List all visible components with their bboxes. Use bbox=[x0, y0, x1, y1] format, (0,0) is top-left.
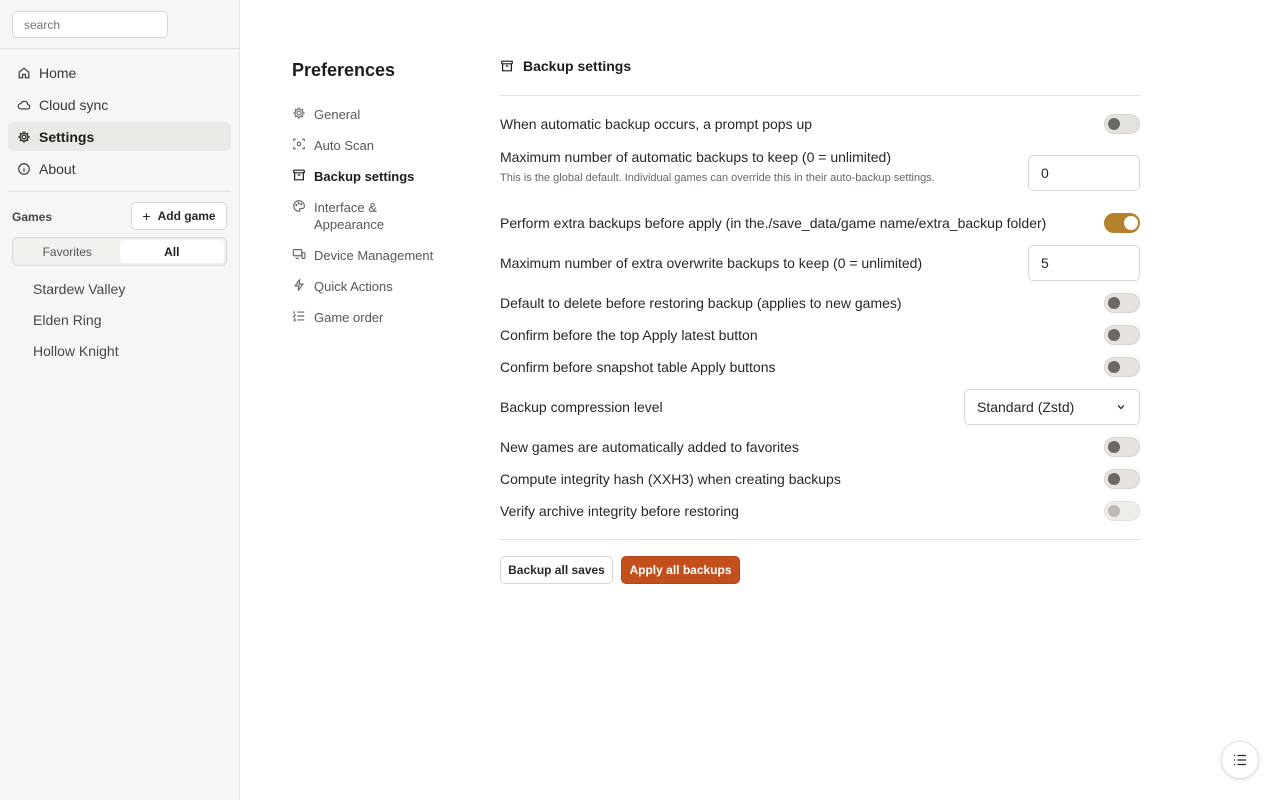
select-value: Standard (Zstd) bbox=[977, 399, 1075, 415]
pref-item-device-management[interactable] bbox=[292, 247, 462, 264]
nav-item-home[interactable] bbox=[8, 58, 231, 87]
preferences-title: Preferences bbox=[292, 60, 396, 80]
games-filter-segmented bbox=[12, 237, 227, 266]
games-heading: Games bbox=[12, 210, 53, 224]
pref-item-backup-settings[interactable] bbox=[292, 168, 462, 185]
extra-backups-toggle[interactable] bbox=[1104, 213, 1140, 233]
toc-button[interactable] bbox=[1221, 741, 1259, 779]
game-list-item[interactable]: Stardew Valley bbox=[33, 281, 126, 297]
game-list-item[interactable]: Hollow Knight bbox=[33, 343, 119, 359]
prompt-on-auto-backup-toggle[interactable] bbox=[1104, 114, 1140, 134]
nav-item-cloud-sync[interactable] bbox=[8, 90, 231, 119]
compression-level-select[interactable] bbox=[964, 389, 1140, 425]
sidebar-divider bbox=[8, 191, 231, 192]
apply-all-backups-button[interactable]: Apply all backups bbox=[621, 556, 740, 584]
archive-icon bbox=[500, 59, 515, 74]
gear-icon bbox=[17, 130, 31, 144]
game-list-item[interactable]: Elden Ring bbox=[33, 312, 102, 328]
nav-label: About bbox=[39, 160, 76, 177]
pref-item-interface-appearance[interactable] bbox=[292, 199, 412, 233]
verify-integrity-toggle[interactable] bbox=[1104, 501, 1140, 521]
pref-label: Auto Scan bbox=[314, 138, 374, 153]
pref-item-auto-scan[interactable] bbox=[292, 137, 462, 154]
pref-item-game-order[interactable] bbox=[292, 309, 462, 326]
pref-label: Interface & Appearance bbox=[314, 200, 385, 232]
gear-icon bbox=[292, 106, 306, 123]
confirm-snapshot-apply-toggle[interactable] bbox=[1104, 357, 1140, 377]
filter-all[interactable]: All bbox=[120, 240, 225, 263]
nav-item-about[interactable] bbox=[8, 154, 231, 183]
setting-label: Perform extra backups before apply (in the./save_data/game name/extra_backup folder) bbox=[500, 215, 1047, 231]
auto-favorites-toggle[interactable] bbox=[1104, 437, 1140, 457]
filter-favorites[interactable]: Favorites bbox=[42, 244, 92, 259]
pref-label: Quick Actions bbox=[314, 279, 393, 294]
scan-icon bbox=[292, 137, 306, 154]
zap-icon bbox=[292, 278, 306, 295]
setting-label: Backup compression level bbox=[500, 399, 663, 415]
add-game-label: Add game bbox=[157, 209, 216, 223]
setting-label: New games are automatically added to favorites bbox=[500, 439, 799, 455]
setting-label: Verify archive integrity before restoring bbox=[500, 503, 739, 519]
setting-label: Confirm before the top Apply latest button bbox=[500, 327, 758, 343]
list-order-icon bbox=[292, 309, 306, 326]
search-input[interactable] bbox=[12, 11, 168, 38]
nav-item-settings[interactable] bbox=[8, 122, 231, 151]
max-extra-backups-input[interactable] bbox=[1028, 245, 1140, 281]
section-heading-label: Backup settings bbox=[523, 58, 632, 74]
setting-label: Compute integrity hash (XXH3) when creating backups bbox=[500, 471, 841, 487]
backup-all-saves-button[interactable]: Backup all saves bbox=[500, 556, 613, 584]
devices-icon bbox=[292, 247, 306, 264]
list-icon bbox=[1232, 752, 1248, 768]
pref-item-general[interactable] bbox=[292, 106, 462, 123]
setting-hint: This is the global default. Individual games can override this in their auto-backup settings. bbox=[500, 172, 935, 184]
delete-before-restore-toggle[interactable] bbox=[1104, 293, 1140, 313]
setting-label: When automatic backup occurs, a prompt pops up bbox=[500, 116, 813, 132]
section-heading bbox=[500, 58, 631, 74]
info-icon bbox=[17, 162, 31, 176]
sidebar bbox=[0, 0, 240, 800]
plus-icon: + bbox=[142, 208, 151, 224]
integrity-hash-toggle[interactable] bbox=[1104, 469, 1140, 489]
home-icon bbox=[17, 66, 31, 80]
chevron-down-icon bbox=[1115, 401, 1127, 413]
nav-label: Cloud sync bbox=[39, 96, 109, 113]
max-auto-backups-input[interactable] bbox=[1028, 155, 1140, 191]
palette-icon bbox=[292, 199, 306, 216]
divider bbox=[500, 95, 1140, 96]
divider bbox=[500, 539, 1140, 540]
pref-label: Backup settings bbox=[314, 169, 415, 184]
pref-item-quick-actions[interactable] bbox=[292, 278, 462, 295]
setting-label: Default to delete before restoring backup (applies to new games) bbox=[500, 295, 902, 311]
setting-label: Maximum number of extra overwrite backups to keep (0 = unlimited) bbox=[500, 255, 923, 271]
sidebar-divider bbox=[0, 48, 239, 49]
nav-label: Home bbox=[39, 64, 77, 81]
cloud-icon bbox=[17, 98, 31, 112]
pref-label: Device Management bbox=[314, 248, 434, 263]
archive-icon bbox=[292, 168, 306, 185]
pref-label: General bbox=[314, 107, 361, 122]
setting-label: Maximum number of automatic backups to keep (0 = unlimited) bbox=[500, 149, 892, 165]
confirm-top-apply-toggle[interactable] bbox=[1104, 325, 1140, 345]
add-game-button[interactable] bbox=[131, 202, 227, 230]
pref-label: Game order bbox=[314, 310, 384, 325]
setting-label: Confirm before snapshot table Apply buttons bbox=[500, 359, 776, 375]
nav-label: Settings bbox=[39, 128, 95, 145]
